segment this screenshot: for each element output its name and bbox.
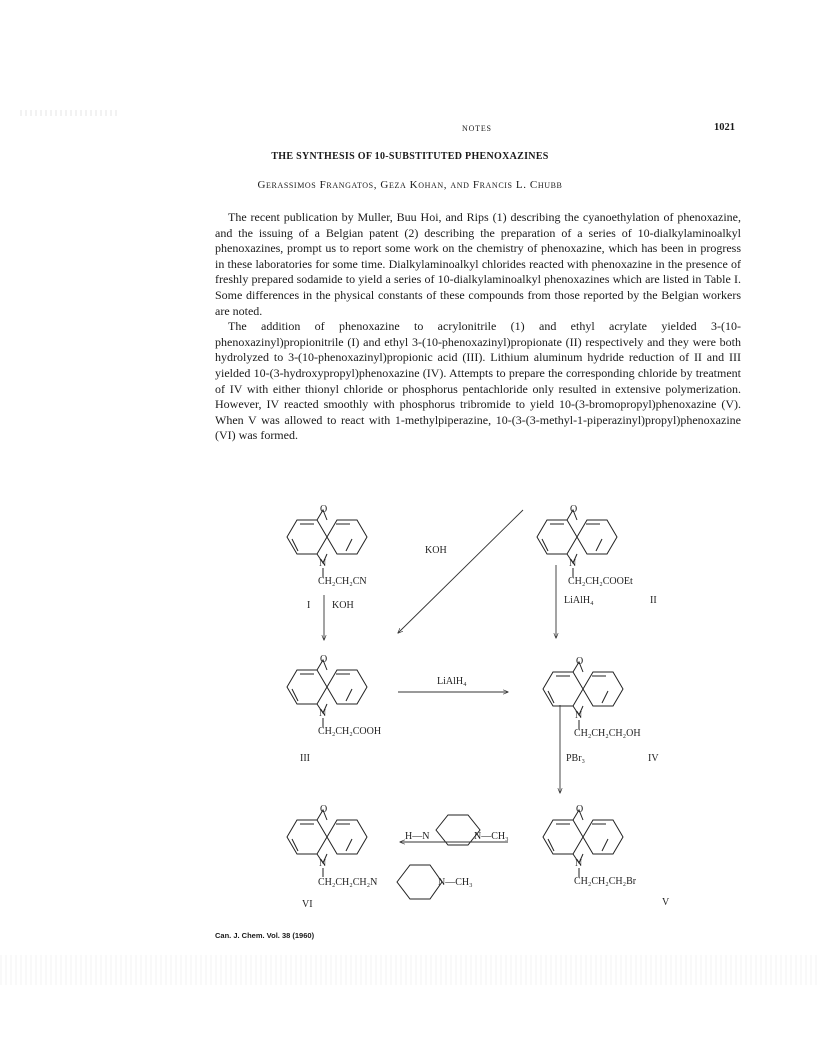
svg-text:N—CH₃: N—CH₃ — [474, 831, 509, 842]
substituent-III: CH₂CH₂COOH — [318, 726, 382, 737]
reagent-koh-down: KOH — [332, 600, 354, 611]
atom-O: O — [570, 505, 578, 515]
label-II: II — [650, 595, 657, 606]
n-methyl-VI: N—CH₃ — [438, 877, 473, 888]
running-head: NOTES — [462, 124, 492, 133]
journal-citation: Can. J. Chem. Vol. 38 (1960) — [215, 931, 315, 940]
atom-O: O — [320, 654, 328, 665]
compound-III — [287, 654, 381, 737]
substituent-V: CH₂CH₂CH₂Br — [574, 876, 637, 887]
atom-O: O — [320, 505, 328, 515]
svg-text:H—N: H—N — [405, 831, 430, 842]
article-title: THE SYNTHESIS OF 10-SUBSTITUTED PHENOXAZINES — [271, 151, 549, 162]
page-number: 1021 — [714, 122, 735, 133]
scan-artifact — [0, 955, 819, 985]
label-V: V — [662, 897, 670, 908]
arrow-II-to-III — [398, 510, 523, 633]
reagent-lialh4-right: LiAlH₄ — [437, 676, 467, 687]
atom-N: N — [319, 558, 327, 569]
paragraph-1: The recent publication by Muller, Buu Hoi, and Rips (1) describing the cyanoethylation of phenoxazine, and the issuing of a Belgian patent (2) describing the preparation of a series of 10-dialkylaminoalkyl phenoxazines, prompt us to report some work on the chemistry of phenoxazine, which has been in progress in these laboratories for some time. Dialkylaminoalkyl chlorides reacted with phenoxazine in the presence of freshly prepared sodamide to yield a series of 10-dialkylaminoalkyl phenoxazines which are listed in Table I. Some differences in the physical constants of these compounds from those reported by the Belgian workers are noted. — [215, 210, 741, 318]
substituent-II: CH₂CH₂COOEt — [568, 576, 633, 587]
compound-IV — [543, 656, 641, 739]
piperazine-reagent — [405, 815, 509, 845]
atom-O: O — [576, 656, 584, 667]
reaction-scheme — [250, 505, 710, 925]
substituent-IV: CH₂CH₂CH₂OH — [574, 728, 641, 739]
label-I: I — [307, 600, 311, 611]
substituent-VI: CH₂CH₂CH₂N — [318, 877, 378, 888]
download-notice — [0, 0, 138, 270]
label-VI: VI — [302, 899, 313, 910]
label-III: III — [300, 753, 310, 764]
atom-N: N — [319, 708, 327, 719]
substituent-I: CH₂CH₂CN — [318, 576, 367, 587]
atom-N: N — [569, 558, 577, 569]
reagent-koh-diagonal: KOH — [425, 545, 447, 556]
label-IV: IV — [648, 753, 659, 764]
atom-N: N — [575, 710, 583, 721]
atom-N: N — [319, 858, 327, 869]
compound-V — [543, 804, 637, 887]
article-authors: Gerassimos Frangatos, Geza Kohan, and Francis L. Chubb — [257, 179, 563, 191]
article-body — [215, 210, 741, 444]
reagent-pbr3: PBr₃ — [566, 753, 586, 764]
atom-O: O — [320, 804, 328, 815]
atom-O: O — [576, 804, 584, 815]
compound-II — [537, 505, 633, 587]
atom-N: N — [575, 858, 583, 869]
compound-I — [287, 505, 367, 587]
paragraph-2: The addition of phenoxazine to acrylonitrile (1) and ethyl acrylate yielded 3-(10-phenoxazinyl)propionitrile (I) and ethyl 3-(10-phenoxazinyl)propionate (II) respectively and they were both hydrolyzed to 3-(10-phenoxazinyl)propionic acid (III). Lithium aluminum hydride reduction of II and III yielded 10-(3-hydroxypropyl)phenoxazine (IV). Attempts to prepare the corresponding chloride by treatment of IV with either thionyl chloride or phosphorus pentachloride only resulted in extensive polymerization. However, IV reacted smoothly with phosphorus tribromide to yield 10-(3-bromopropyl)phenoxazine (V). When V was allowed to react with 1-methylpiperazine, 10-(3-(3-methyl-1-piperazinyl)propyl)phenoxazine (VI) was formed. — [215, 319, 741, 443]
reagent-lialh4-down: LiAlH₄ — [564, 595, 594, 606]
